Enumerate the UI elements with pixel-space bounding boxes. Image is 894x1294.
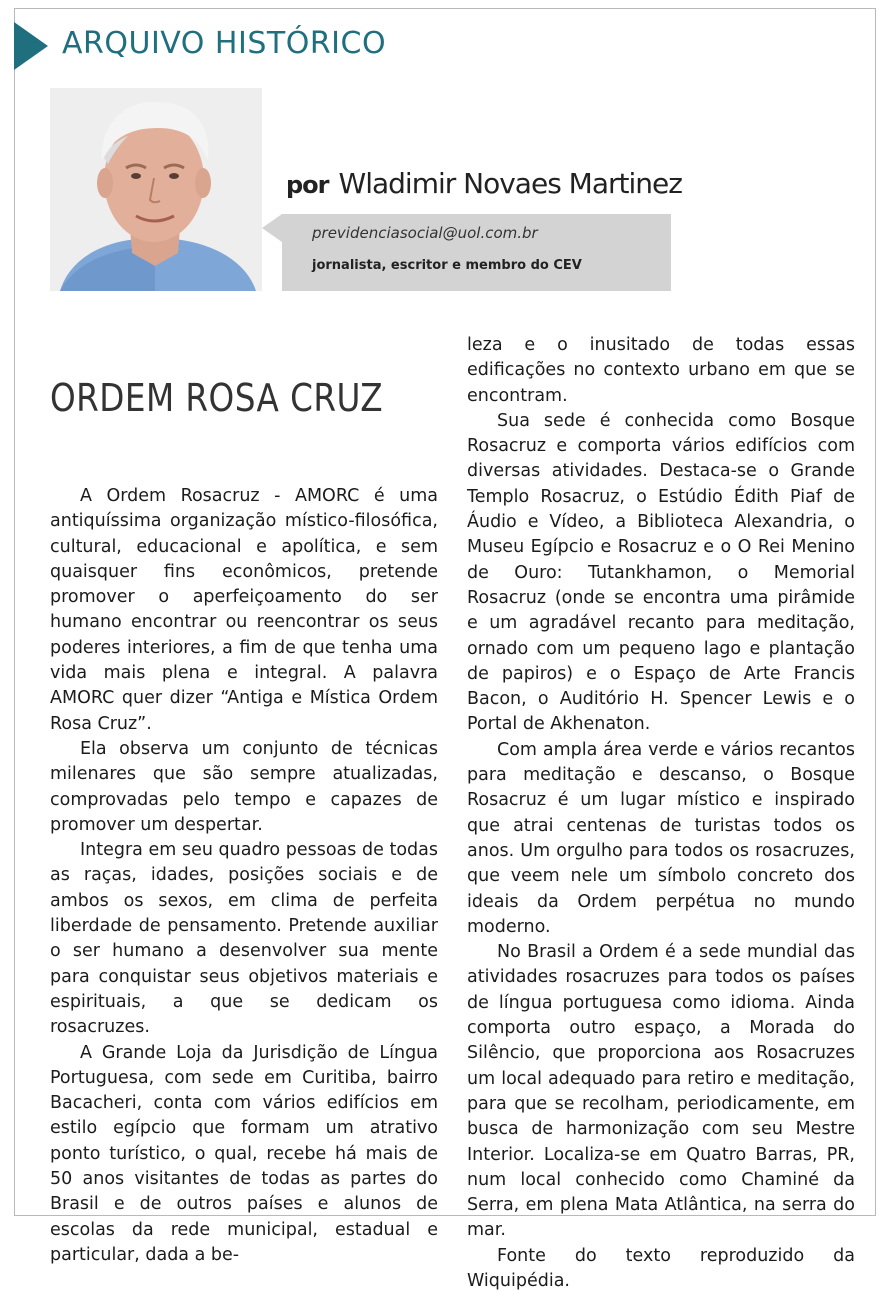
author-name: Wladimir Novaes Martinez (338, 167, 682, 200)
author-portrait-icon (50, 88, 262, 291)
section-arrow-icon (14, 22, 48, 70)
byline-prefix: por (286, 171, 329, 199)
author-photo (50, 88, 262, 291)
article-paragraph: No Brasil a Ordem é a sede mundial das atividades rosacruzes para todos os países de língua portuguesa como idioma. Ainda comporta outro espaço, a Morada do Silêncio, que proporciona aos Rosacruzes um local adequado para retiro e meditação, para que se recolham, periodicamente, em busca de harmonização com seu Mestre Interior. Localiza-se em Quatro Barras, PR, num local conhecido como Chaminé da Serra, em plena Mata Atlântica, na serra do mar. (467, 942, 855, 1241)
article-source-note: Fonte do texto reproduzido da Wiquipédia. (467, 1245, 855, 1291)
article-paragraph-continuation: leza e o inusitado de todas essas edificações no contexto urbano em que se encontram. (467, 335, 855, 406)
article-paragraph: Sua sede é conhecida como Bosque Rosacruz e comporta vários edifícios com diversas atividades. Destaca-se o Grande Templo Rosacruz, o Estúdio Édith Piaf de Áudio e Vídeo, a Biblioteca Alexandria, o Museu Egípcio e Rosacruz e o O Rei Menino de Ouro: Tutankhamon, o Memorial Rosacruz (onde se encontra uma pirâmide e um agradável recanto para meditação, ornado com um pequeno lago e plantação de papiros) e o Espaço de Arte Francis Bacon, o Auditório H. Spencer Lewis e o Portal de Akhenaton. (467, 410, 855, 735)
article-paragraph: A Grande Loja da Jurisdição de Língua Portuguesa, com sede em Curitiba, bairro Bacacheri, conta com vários edifícios em estilo egípcio que formam um atrativo ponto turístico, o qual, recebe há mais de 50 anos visitantes de todas as partes do Brasil e de outros países e alunos de escolas da rede municipal, estadual e particular, dada a be- (50, 1042, 438, 1265)
author-role: jornalista, escritor e membro do CEV (312, 258, 582, 273)
author-byline (286, 167, 682, 200)
article-paragraph: A Ordem Rosacruz - AMORC é uma antiquíssima organização místico-filosófica, cultural, educacional e apolítica, e sem quaisquer fins econômicos, pretende promover o aperfeiçoamento do ser humano encontrar ou reencontrar os seus poderes interiores, a fim de que tenha uma vida mais plena e integral. A palavra AMORC quer dizer “Antiga e Mística Ordem Rosa Cruz”. (50, 486, 438, 734)
article-paragraph: Com ampla área verde e vários recantos para meditação e descanso, o Bosque Rosacruz é um lugar místico e inspirado que atrai centenas de turistas todos os anos. Um orgulho para todos os rosacruzes, que veem nele um símbolo concreto dos ideais da Ordem perpétua no mundo moderno. (467, 739, 855, 937)
article-column-right (467, 333, 855, 1294)
article-title: ORDEM ROSA CRUZ (50, 376, 384, 420)
article-paragraph: Ela observa um conjunto de técnicas milenares que são sempre atualizadas, comprovadas pelo tempo e capazes de promover um despertar. (50, 738, 438, 835)
article-paragraph: Integra em seu quadro pessoas de todas as raças, idades, posições sociais e de ambos os sexos, em clima de perfeita liberdade de pensamento. Pretende auxiliar o ser humano a desenvolver sua mente para conquistar seus objetivos materiais e espirituais, a que se dedicam os rosacruzes. (50, 840, 438, 1038)
author-email[interactable]: previdenciasocial@uol.com.br (312, 224, 538, 242)
info-box-pointer (262, 214, 282, 242)
article-column-left (50, 484, 438, 1268)
section-title: ARQUIVO HISTÓRICO (62, 26, 387, 61)
author-info-box (282, 214, 671, 291)
